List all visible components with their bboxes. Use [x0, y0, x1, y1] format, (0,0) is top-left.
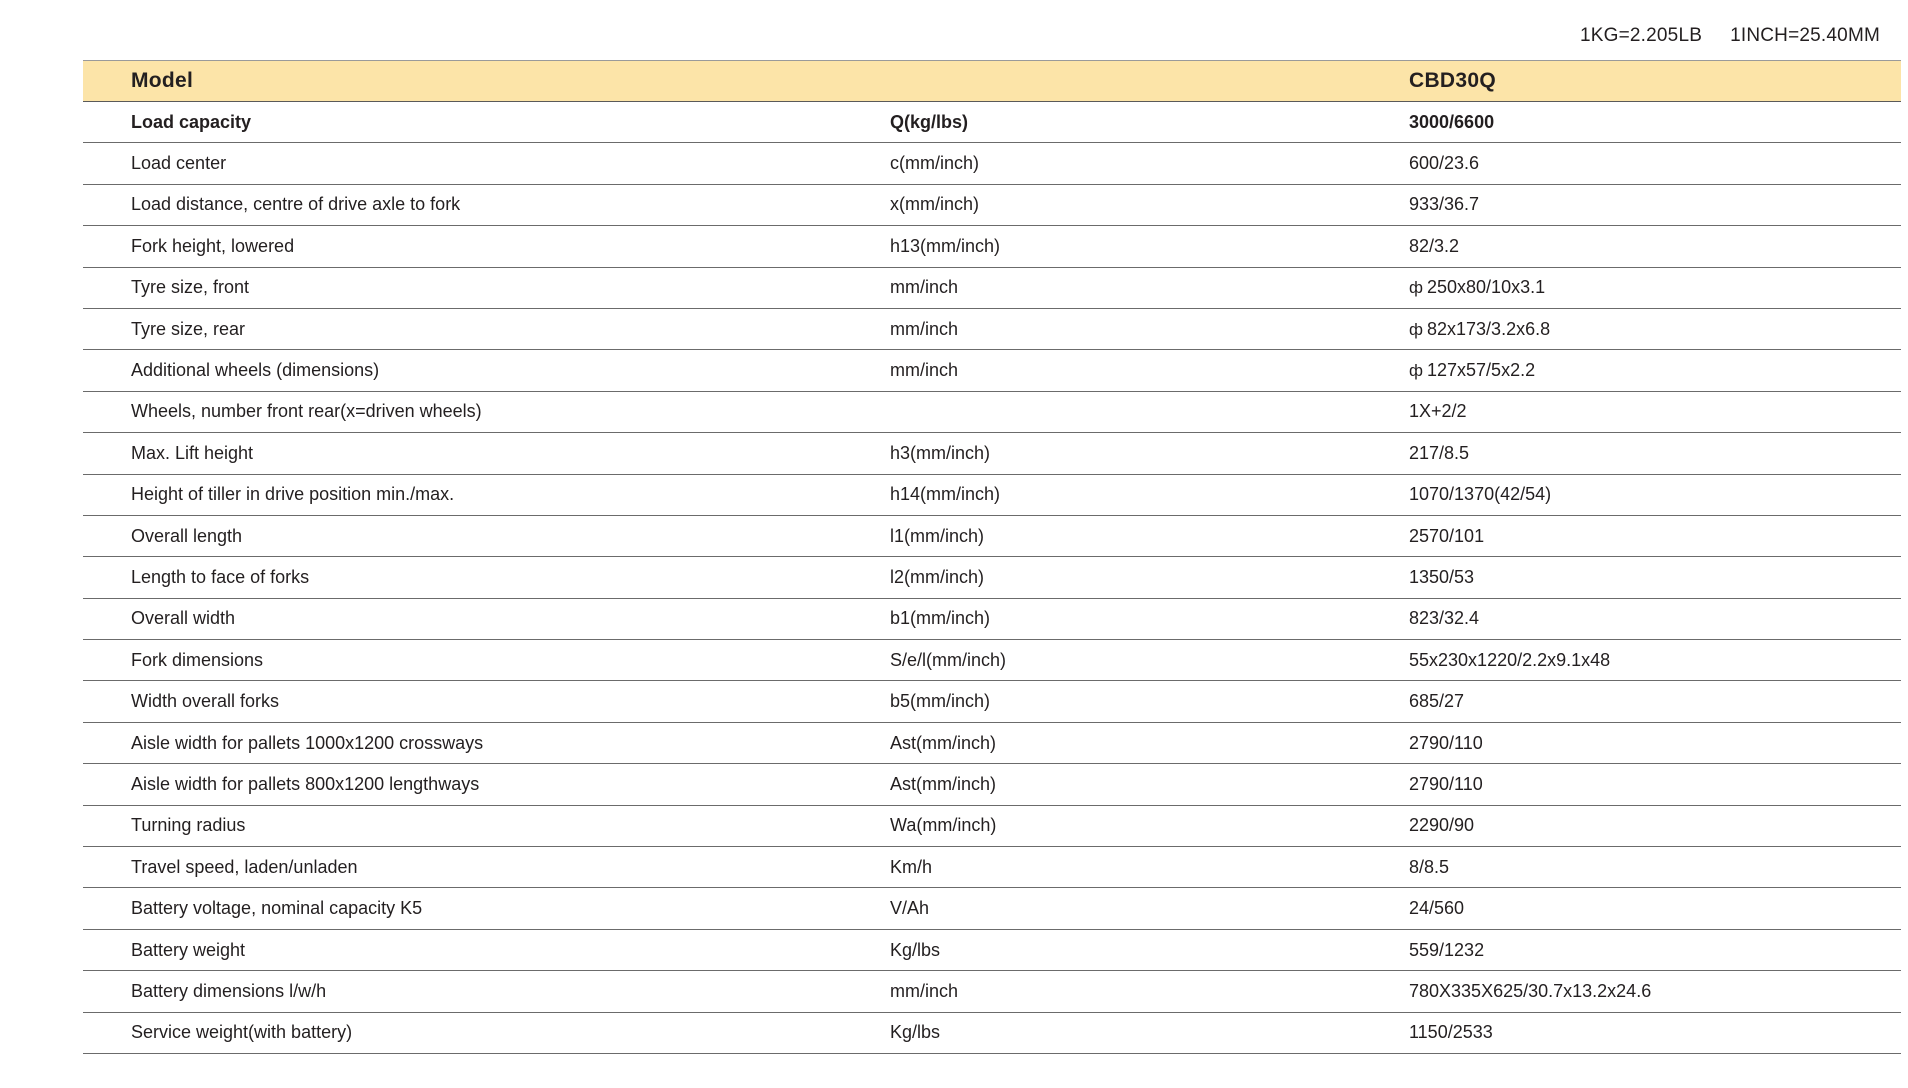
spec-value-cell — [1361, 474, 1901, 515]
weight-conversion: 1KG=2.205LB — [1579, 25, 1703, 46]
spec-value-cell — [1361, 598, 1901, 639]
spec-unit: c(mm/inch) — [890, 153, 979, 174]
spec-label: Fork height, lowered — [131, 235, 295, 256]
spec-value-cell — [1361, 681, 1901, 722]
table-row — [83, 929, 1901, 970]
spec-label: Aisle width for pallets 1000x1200 crossways — [131, 732, 484, 753]
spec-value: 250x80/10x3.1 — [1427, 277, 1546, 298]
spec-unit: x(mm/inch) — [890, 194, 979, 215]
spec-label: Fork dimensions — [131, 649, 264, 670]
spec-unit: mm/inch — [890, 277, 959, 298]
spec-label: Overall length — [131, 525, 243, 546]
table-row — [83, 888, 1901, 929]
spec-unit: V/Ah — [890, 898, 930, 919]
spec-label: Length to face of forks — [131, 566, 310, 587]
spec-value: 24/560 — [1409, 898, 1465, 919]
spec-value: 127x57/5x2.2 — [1427, 360, 1536, 381]
specification-table — [83, 60, 1901, 1054]
spec-value: 8/8.5 — [1409, 856, 1450, 877]
spec-label: Load capacity — [131, 111, 252, 132]
spec-label: Tyre size, rear — [131, 318, 246, 339]
spec-value: 685/27 — [1409, 691, 1465, 712]
spec-value-cell — [1361, 764, 1901, 805]
diameter-symbol: ф — [1409, 319, 1423, 339]
table-row — [83, 184, 1901, 225]
spec-value-cell — [1361, 226, 1901, 267]
spec-label: Tyre size, front — [131, 277, 250, 298]
table-row — [83, 640, 1901, 681]
table-row — [83, 226, 1901, 267]
header-model-value: CBD30Q — [1409, 69, 1496, 92]
spec-label: Overall width — [131, 608, 236, 629]
spec-unit: l1(mm/inch) — [890, 525, 985, 546]
table-row — [83, 350, 1901, 391]
length-conversion: 1INCH=25.40MM — [1730, 25, 1880, 46]
spec-value: 600/23.6 — [1409, 153, 1480, 174]
spec-value: 82/3.2 — [1409, 235, 1460, 256]
spec-value: 2790/110 — [1409, 773, 1483, 794]
table-row — [83, 267, 1901, 308]
header-label: Model — [131, 69, 194, 92]
table-row — [83, 308, 1901, 349]
table-row — [83, 681, 1901, 722]
spec-value: 559/1232 — [1409, 939, 1485, 960]
spec-value: 82x173/3.2x6.8 — [1427, 318, 1551, 339]
table-row — [83, 971, 1901, 1012]
spec-unit: h13(mm/inch) — [890, 235, 1001, 256]
header-row — [83, 61, 1901, 102]
spec-value-cell — [1361, 515, 1901, 556]
spec-value: 1070/1370(42/54) — [1409, 484, 1552, 505]
spec-value: 1350/53 — [1409, 566, 1475, 587]
specification-table-body — [83, 102, 1901, 1054]
spec-unit — [830, 391, 1361, 432]
header-unit — [830, 61, 1361, 102]
spec-value-cell — [1361, 888, 1901, 929]
spec-value-cell — [1361, 929, 1901, 970]
spec-label: Width overall forks — [131, 691, 280, 712]
spec-unit: mm/inch — [890, 318, 959, 339]
spec-unit: h3(mm/inch) — [890, 442, 991, 463]
spec-value: 55x230x1220/2.2x9.1x48 — [1409, 649, 1611, 670]
spec-value-cell — [1361, 184, 1901, 225]
spec-unit: h14(mm/inch) — [890, 484, 1001, 505]
spec-value: 1150/2533 — [1409, 1022, 1493, 1043]
specification-table-header — [83, 61, 1901, 102]
unit-conversions — [1580, 25, 1880, 47]
spec-unit: mm/inch — [890, 980, 959, 1001]
spec-value-cell — [1361, 557, 1901, 598]
table-row — [83, 474, 1901, 515]
spec-value-cell — [1361, 350, 1901, 391]
spec-value-cell — [1361, 102, 1901, 143]
spec-value-cell — [1361, 971, 1901, 1012]
spec-value: 823/32.4 — [1409, 608, 1480, 629]
table-row — [83, 722, 1901, 763]
table-row — [83, 598, 1901, 639]
table-row — [83, 515, 1901, 556]
spec-value-cell — [1361, 722, 1901, 763]
table-row — [83, 391, 1901, 432]
spec-label: Battery voltage, nominal capacity K5 — [131, 898, 423, 919]
spec-value-cell — [1361, 308, 1901, 349]
spec-unit: Kg/lbs — [890, 939, 941, 960]
spec-value: 2570/101 — [1409, 525, 1485, 546]
diameter-symbol: ф — [1409, 278, 1423, 298]
spec-label: Additional wheels (dimensions) — [131, 360, 380, 381]
spec-unit: Wa(mm/inch) — [890, 815, 997, 836]
spec-label: Load distance, centre of drive axle to fork — [131, 194, 461, 215]
table-row — [83, 847, 1901, 888]
spec-value-cell — [1361, 267, 1901, 308]
spec-value-cell — [1361, 391, 1901, 432]
spec-value-cell — [1361, 433, 1901, 474]
spec-unit: Ast(mm/inch) — [890, 773, 997, 794]
table-row — [83, 764, 1901, 805]
spec-label: Turning radius — [131, 815, 246, 836]
spec-value: 2790/110 — [1409, 732, 1483, 753]
spec-value: 1X+2/2 — [1409, 401, 1467, 422]
spec-label: Service weight(with battery) — [131, 1022, 353, 1043]
spec-unit: l2(mm/inch) — [890, 566, 985, 587]
spec-label: Height of tiller in drive position min./max. — [131, 484, 455, 505]
spec-value-cell — [1361, 143, 1901, 184]
table-row — [83, 143, 1901, 184]
spec-unit: mm/inch — [890, 360, 959, 381]
spec-label: Load center — [131, 153, 227, 174]
diameter-symbol: ф — [1409, 361, 1423, 381]
spec-value: 217/8.5 — [1409, 442, 1470, 463]
spec-unit: Q(kg/lbs) — [890, 111, 969, 132]
table-row — [83, 433, 1901, 474]
spec-unit: S/e/l(mm/inch) — [890, 649, 1007, 670]
spec-label: Max. Lift height — [131, 442, 254, 463]
spec-value: 2290/90 — [1409, 815, 1475, 836]
spec-label: Aisle width for pallets 800x1200 lengthways — [131, 773, 480, 794]
spec-unit: b1(mm/inch) — [890, 608, 991, 629]
spec-unit: Ast(mm/inch) — [890, 732, 997, 753]
table-row — [83, 805, 1901, 846]
spec-unit: b5(mm/inch) — [890, 691, 991, 712]
spec-unit: Kg/lbs — [890, 1022, 941, 1043]
spec-value-cell — [1361, 640, 1901, 681]
spec-label: Battery dimensions l/w/h — [131, 980, 327, 1001]
spec-label: Travel speed, laden/unladen — [131, 856, 358, 877]
spec-value: 933/36.7 — [1409, 194, 1480, 215]
spec-label: Wheels, number front rear(x=driven wheels) — [131, 401, 482, 422]
spec-value-cell — [1361, 805, 1901, 846]
spec-label: Battery weight — [131, 939, 246, 960]
spec-unit: Km/h — [890, 856, 933, 877]
table-row — [83, 1012, 1901, 1053]
table-row — [83, 557, 1901, 598]
table-row — [83, 102, 1901, 143]
spec-value: 3000/6600 — [1409, 111, 1495, 132]
spec-value-cell — [1361, 1012, 1901, 1053]
spec-value-cell — [1361, 847, 1901, 888]
spec-value: 780X335X625/30.7x13.2x24.6 — [1409, 980, 1652, 1001]
